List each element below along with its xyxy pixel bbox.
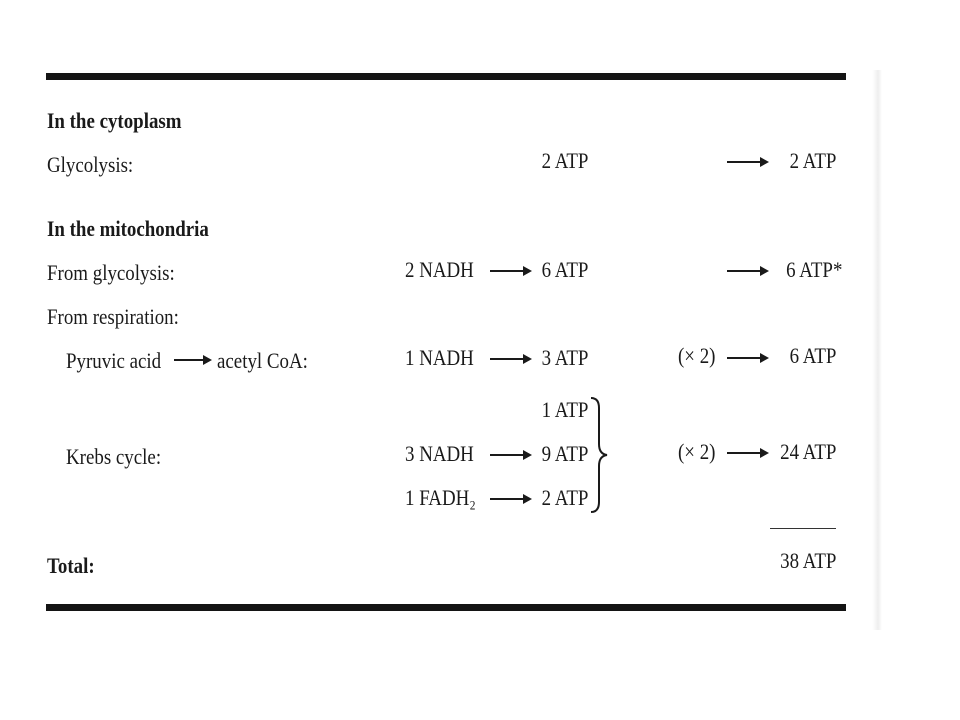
bottom-rule — [46, 604, 846, 611]
krebs-result: 24 ATP — [779, 439, 836, 464]
from-respiration-label: From respiration: — [47, 304, 179, 329]
from-glycolysis-result-arrow — [727, 270, 767, 272]
krebs-label: Krebs cycle: — [66, 444, 162, 469]
pyruvic-atp: 3 ATP — [541, 345, 588, 370]
krebs-atp-direct: 1 ATP — [541, 397, 588, 422]
total-label: Total: — [47, 553, 95, 578]
glycolysis-atp: 2 ATP — [541, 148, 588, 173]
pyruvic-nadh-arrow — [490, 358, 530, 360]
krebs-result-arrow — [727, 452, 767, 454]
acetyl-coa-label: acetyl CoA: — [217, 348, 308, 373]
pyruvic-nadh: 1 NADH — [405, 345, 474, 370]
pyruvic-result: 6 ATP — [789, 343, 836, 368]
glycolysis-arrow — [727, 161, 767, 163]
pyruvic-result-arrow — [727, 357, 767, 359]
krebs-fadh-arrow — [490, 498, 530, 500]
from-glycolysis-arrow — [490, 270, 530, 272]
krebs-fadh: 1 FADH₂ — [405, 485, 476, 510]
krebs-multiplier: (× 2) — [678, 439, 716, 464]
pyruvic-multiplier: (× 2) — [678, 343, 716, 368]
scan-edge-shadow — [872, 70, 882, 630]
mitochondria-heading: In the mitochondria — [47, 216, 209, 241]
krebs-nadh: 3 NADH — [405, 441, 474, 466]
pyruvic-label: Pyruvic acid — [66, 348, 162, 373]
krebs-brace — [589, 396, 613, 514]
from-glycolysis-result: 6 ATP* — [785, 257, 842, 282]
krebs-fadh-atp: 2 ATP — [541, 485, 588, 510]
total-value: 38 ATP — [779, 548, 836, 573]
glycolysis-label: Glycolysis: — [47, 152, 134, 177]
from-glycolysis-nadh: 2 NADH — [405, 257, 474, 282]
from-glycolysis-atp: 6 ATP — [541, 257, 588, 282]
krebs-nadh-atp: 9 ATP — [541, 441, 588, 466]
pyruvic-acetyl-arrow — [174, 359, 210, 361]
cytoplasm-heading: In the cytoplasm — [47, 108, 182, 133]
from-glycolysis-label: From glycolysis: — [47, 260, 175, 285]
sum-line — [770, 528, 836, 529]
krebs-nadh-arrow — [490, 454, 530, 456]
glycolysis-result: 2 ATP — [789, 148, 836, 173]
top-rule — [46, 73, 846, 80]
